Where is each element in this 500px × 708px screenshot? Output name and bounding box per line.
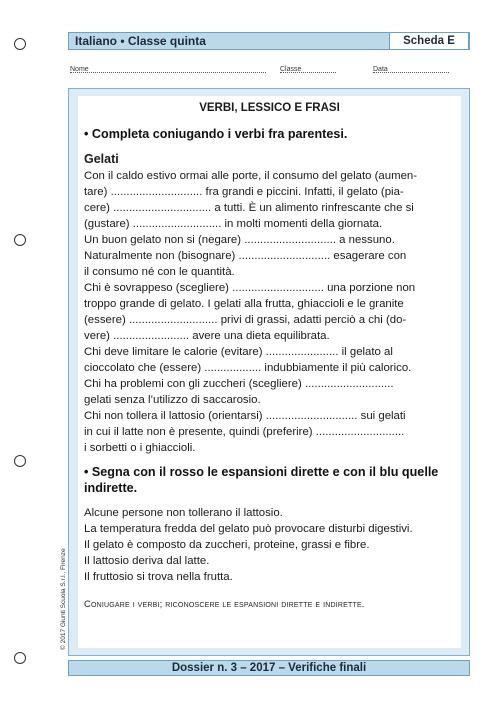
instruction-2-line-1: • Segna con il rosso le espansioni dirette e con il blu quelle (84, 465, 439, 479)
scheda-label: Scheda E (389, 32, 469, 50)
exercise-2-line: Alcune persone non tollerano il lattosio. (84, 507, 283, 519)
exercise-1-line: Un buon gelato non si (negare) ............................. a nessuno. (84, 234, 395, 246)
nome-label: Nome (70, 66, 89, 73)
binder-hole (14, 652, 26, 664)
exercise-1-line: i sorbetti o i ghiaccioli. (84, 442, 196, 454)
exercise-2 (84, 505, 460, 585)
data-label: Data (373, 66, 388, 73)
binder-hole (14, 234, 26, 246)
instruction-1 (84, 126, 347, 142)
exercise-2-line: La temperatura fredda del gelato può provocare disturbi digestivi. (84, 523, 413, 535)
exercise-1-line: (gustare) ............................ in molti momenti della giornata. (84, 218, 383, 230)
subject-title: Italiano • Classe quinta (75, 34, 206, 48)
exercise-1-line: vere) ........................ avere una dieta equilibrata. (84, 330, 330, 342)
exercise-1-line: Naturalmente non (bisognare) ............................. esagerare con (84, 250, 407, 262)
footer-bar: Dossier n. 3 – 2017 – Verifiche finali (68, 660, 470, 676)
objectives-text: Coniugare i verbi; riconoscere le espansioni dirette e indirette. (84, 598, 365, 609)
exercise-1-line: Chi ha problemi con gli zuccheri (scegliere) ............................ (84, 378, 394, 390)
exercise-1-line: Con il caldo estivo ormai alle porte, il consumo del gelato (aumen- (84, 170, 418, 182)
exercise-1-line: cioccolato che (essere) .................. indubbiamente il più calorico. (84, 362, 412, 374)
page-title: VERBI, LESSICO E FRASI (199, 102, 340, 114)
exercise-1-line: (essere) ............................ privi di grassi, adatti perciò a chi (do- (84, 314, 407, 326)
exercise-1-line: in cui il latte non è presente, quindi (preferire) ............................ (84, 426, 405, 438)
exercise-1-line: gelati senza l’utilizzo di saccarosio. (84, 394, 261, 406)
exercise-1 (84, 168, 460, 456)
section-title: Gelati (84, 152, 119, 166)
exercise-1-line: Chi deve limitare le calorie (evitare) ....................... il gelato al (84, 346, 393, 358)
exercise-2-line: Il gelato è composto da zuccheri, proteine, grassi e fibre. (84, 539, 370, 551)
classe-label: Classe (280, 66, 302, 73)
binder-hole (14, 455, 26, 467)
exercise-1-line: cere) ............................... a tutti. È un alimento rinfrescante che si (84, 202, 414, 214)
instruction-2 (84, 464, 438, 496)
copyright-text: © 2017 Giunti Scuola S.r.l., Firenze (60, 548, 67, 650)
binder-hole (14, 38, 26, 50)
name-row (70, 66, 470, 80)
instruction-2-line-2: indirette. (84, 481, 138, 495)
exercise-1-line: il consumo né con le quantità. (84, 266, 235, 278)
exercise-1-line: Chi non tollera il lattosio (orientarsi) ............................. sui gelati (84, 410, 406, 422)
exercise-1-line: troppo grande di gelato. I gelati alla frutta, ghiaccioli e le granite (84, 298, 404, 310)
instruction-1-text: • Completa coniugando i verbi fra parentesi. (84, 127, 348, 141)
exercise-1-line: Chi è sovrappeso (scegliere) ............................. una porzione non (84, 282, 416, 294)
exercise-2-line: Il fruttosio si trova nella frutta. (84, 571, 233, 583)
exercise-1-line: tare) ............................. fra grandi e piccini. Infatti, il gelato (pia- (84, 186, 404, 198)
header-bar (68, 32, 470, 50)
exercise-2-line: Il lattosio deriva dal latte. (84, 555, 210, 567)
